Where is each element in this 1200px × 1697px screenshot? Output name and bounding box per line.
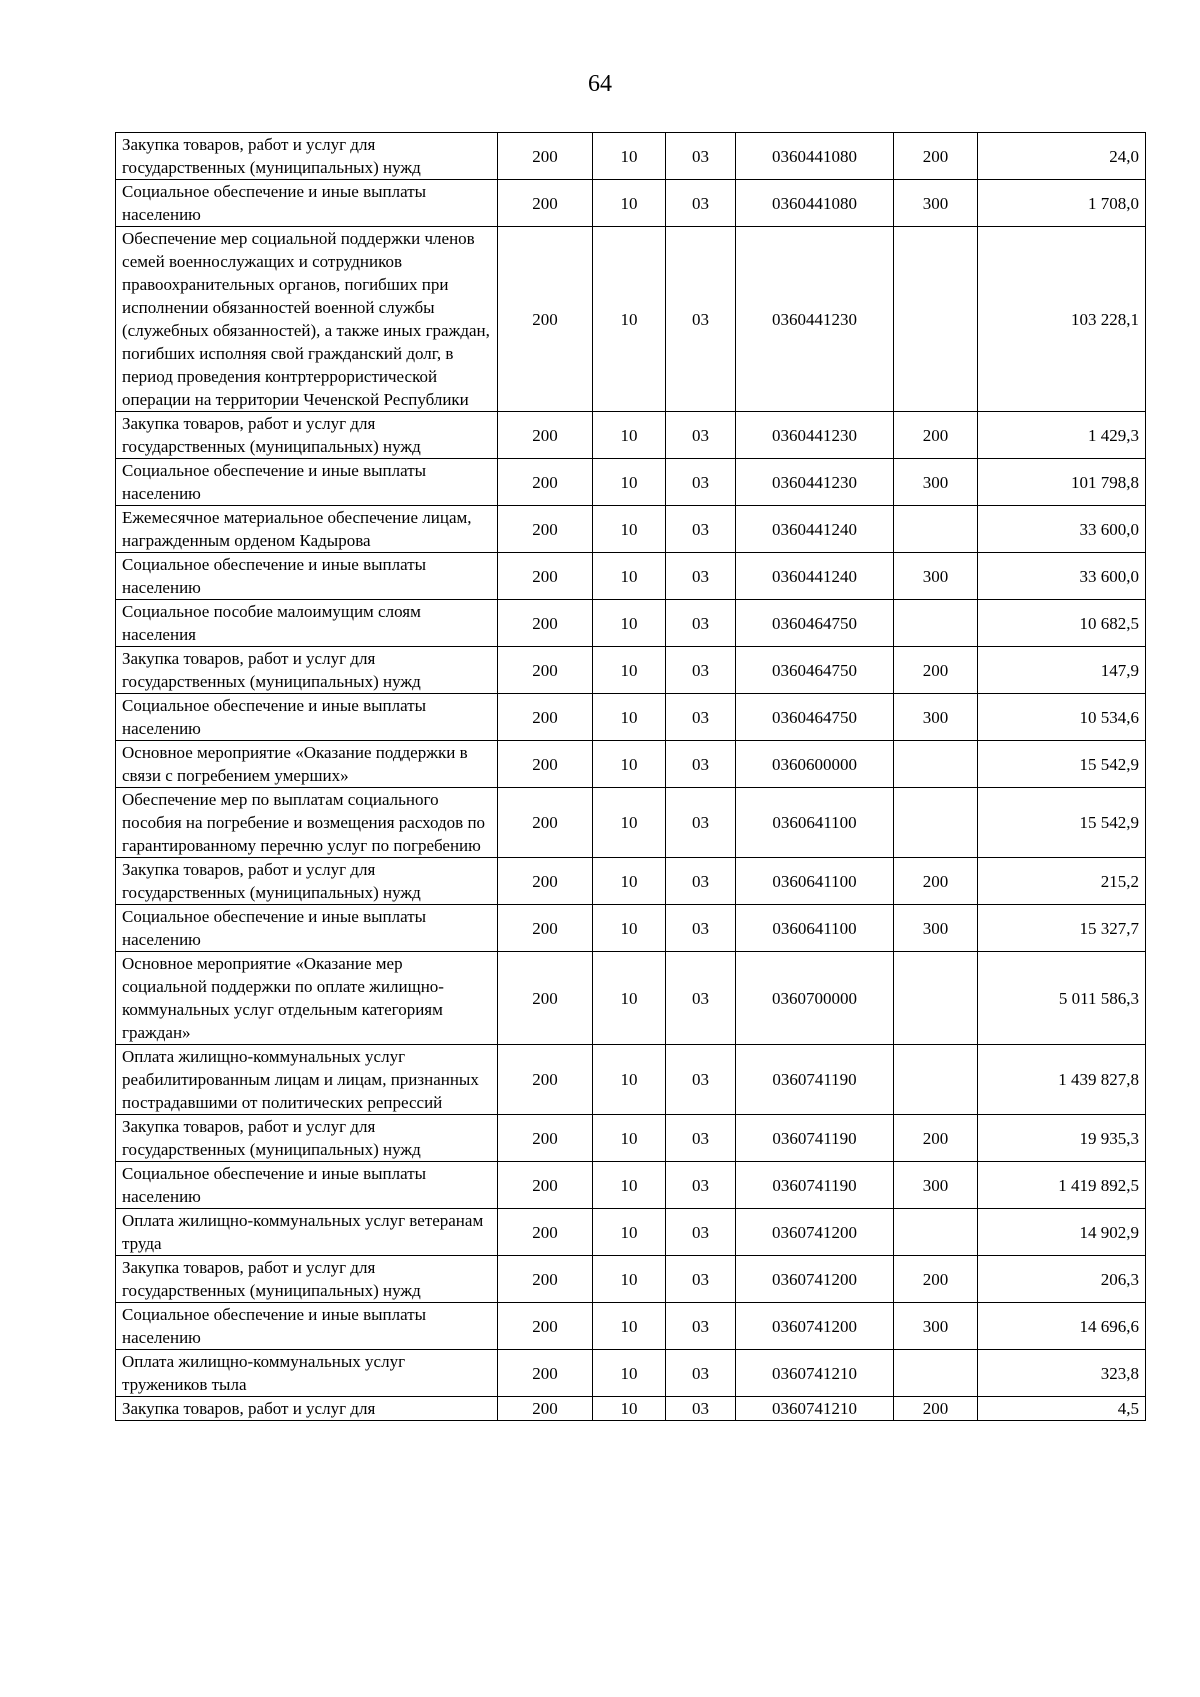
- row-name: Обеспечение мер по выплатам социального пособия на погребение и возмещения расходов по гарантированному перечню услуг по погребению: [116, 788, 498, 858]
- row-name: Закупка товаров, работ и услуг для государственных (муниципальных) нужд: [116, 1256, 498, 1303]
- row-name: Оплата жилищно-коммунальных услуг тружеников тыла: [116, 1350, 498, 1397]
- expense-type-code: [894, 952, 978, 1045]
- row-name: Социальное обеспечение и иные выплаты населению: [116, 1303, 498, 1350]
- table-row: [116, 694, 1146, 741]
- ministry-code: 200: [498, 1115, 593, 1162]
- expense-type-code: 300: [894, 1303, 978, 1350]
- row-name: Социальное обеспечение и иные выплаты населению: [116, 459, 498, 506]
- ministry-code: 200: [498, 1209, 593, 1256]
- table-row: [116, 1045, 1146, 1115]
- ministry-code: 200: [498, 788, 593, 858]
- section-code: 10: [593, 180, 666, 227]
- subsection-code: 03: [666, 1256, 736, 1303]
- expense-type-code: [894, 506, 978, 553]
- ministry-code: 200: [498, 1256, 593, 1303]
- subsection-code: 03: [666, 1350, 736, 1397]
- row-name: Закупка товаров, работ и услуг для государственных (муниципальных) нужд: [116, 133, 498, 180]
- table-row: [116, 227, 1146, 412]
- subsection-code: 03: [666, 227, 736, 412]
- target-article-code: 0360741210: [736, 1397, 894, 1421]
- table-row: [116, 600, 1146, 647]
- target-article-code: 0360441080: [736, 133, 894, 180]
- amount: 10 534,6: [978, 694, 1146, 741]
- section-code: 10: [593, 412, 666, 459]
- ministry-code: 200: [498, 694, 593, 741]
- subsection-code: 03: [666, 1115, 736, 1162]
- subsection-code: 03: [666, 1162, 736, 1209]
- target-article-code: 0360441240: [736, 553, 894, 600]
- row-name: Основное мероприятие «Оказание мер социальной поддержки по оплате жилищно-коммунальных услуг отдельным категориям граждан»: [116, 952, 498, 1045]
- row-name: Социальное пособие малоимущим слоям населения: [116, 600, 498, 647]
- target-article-code: 0360464750: [736, 600, 894, 647]
- table-row: [116, 1350, 1146, 1397]
- page-number: 64: [588, 71, 612, 97]
- subsection-code: 03: [666, 133, 736, 180]
- row-name: Социальное обеспечение и иные выплаты населению: [116, 1162, 498, 1209]
- target-article-code: 0360464750: [736, 694, 894, 741]
- amount: 103 228,1: [978, 227, 1146, 412]
- subsection-code: 03: [666, 647, 736, 694]
- row-name: Социальное обеспечение и иные выплаты населению: [116, 553, 498, 600]
- amount: 101 798,8: [978, 459, 1146, 506]
- ministry-code: 200: [498, 553, 593, 600]
- expense-type-code: 200: [894, 133, 978, 180]
- row-name: Оплата жилищно-коммунальных услуг реабилитированным лицам и лицам, признанных пострадавшими от политических репрессий: [116, 1045, 498, 1115]
- target-article-code: 0360741190: [736, 1162, 894, 1209]
- ministry-code: 200: [498, 227, 593, 412]
- section-code: 10: [593, 506, 666, 553]
- table-row: [116, 788, 1146, 858]
- target-article-code: 0360464750: [736, 647, 894, 694]
- section-code: 10: [593, 647, 666, 694]
- target-article-code: 0360641100: [736, 905, 894, 952]
- expense-type-code: 300: [894, 694, 978, 741]
- row-name: Закупка товаров, работ и услуг для: [116, 1397, 498, 1421]
- section-code: 10: [593, 600, 666, 647]
- amount: 24,0: [978, 133, 1146, 180]
- row-name: Ежемесячное материальное обеспечение лицам, награжденным орденом Кадырова: [116, 506, 498, 553]
- amount: 147,9: [978, 647, 1146, 694]
- subsection-code: 03: [666, 600, 736, 647]
- expense-type-code: 200: [894, 647, 978, 694]
- target-article-code: 0360441240: [736, 506, 894, 553]
- section-code: 10: [593, 1350, 666, 1397]
- expense-type-code: [894, 741, 978, 788]
- table-row: [116, 647, 1146, 694]
- amount: 14 696,6: [978, 1303, 1146, 1350]
- amount: 33 600,0: [978, 506, 1146, 553]
- section-code: 10: [593, 553, 666, 600]
- row-name: Основное мероприятие «Оказание поддержки в связи с погребением умерших»: [116, 741, 498, 788]
- subsection-code: 03: [666, 741, 736, 788]
- section-code: 10: [593, 788, 666, 858]
- section-code: 10: [593, 1303, 666, 1350]
- table-row: [116, 553, 1146, 600]
- table-row: [116, 459, 1146, 506]
- subsection-code: 03: [666, 905, 736, 952]
- ministry-code: 200: [498, 600, 593, 647]
- table-row: [116, 180, 1146, 227]
- table-row: [116, 1162, 1146, 1209]
- expense-type-code: 300: [894, 1162, 978, 1209]
- ministry-code: 200: [498, 1397, 593, 1421]
- section-code: 10: [593, 952, 666, 1045]
- row-name: Закупка товаров, работ и услуг для государственных (муниципальных) нужд: [116, 412, 498, 459]
- row-name: Социальное обеспечение и иные выплаты населению: [116, 905, 498, 952]
- section-code: 10: [593, 1209, 666, 1256]
- budget-table: [115, 132, 1146, 1421]
- subsection-code: 03: [666, 858, 736, 905]
- amount: 1 439 827,8: [978, 1045, 1146, 1115]
- row-name: Оплата жилищно-коммунальных услуг ветеранам труда: [116, 1209, 498, 1256]
- amount: 323,8: [978, 1350, 1146, 1397]
- row-name: Закупка товаров, работ и услуг для государственных (муниципальных) нужд: [116, 1115, 498, 1162]
- table-row: [116, 905, 1146, 952]
- ministry-code: 200: [498, 412, 593, 459]
- amount: 10 682,5: [978, 600, 1146, 647]
- budget-table-body: [116, 133, 1146, 1421]
- table-row: [116, 952, 1146, 1045]
- section-code: 10: [593, 1397, 666, 1421]
- target-article-code: 0360741190: [736, 1115, 894, 1162]
- row-name: Закупка товаров, работ и услуг для государственных (муниципальных) нужд: [116, 647, 498, 694]
- section-code: 10: [593, 905, 666, 952]
- table-row: [116, 1209, 1146, 1256]
- subsection-code: 03: [666, 553, 736, 600]
- subsection-code: 03: [666, 506, 736, 553]
- target-article-code: 0360441230: [736, 412, 894, 459]
- amount: 15 542,9: [978, 741, 1146, 788]
- section-code: 10: [593, 459, 666, 506]
- subsection-code: 03: [666, 1209, 736, 1256]
- amount: 33 600,0: [978, 553, 1146, 600]
- ministry-code: 200: [498, 1162, 593, 1209]
- target-article-code: 0360741200: [736, 1209, 894, 1256]
- target-article-code: 0360441230: [736, 227, 894, 412]
- expense-type-code: [894, 1045, 978, 1115]
- expense-type-code: 200: [894, 1115, 978, 1162]
- amount: 19 935,3: [978, 1115, 1146, 1162]
- amount: 1 419 892,5: [978, 1162, 1146, 1209]
- ministry-code: 200: [498, 905, 593, 952]
- row-name: Обеспечение мер социальной поддержки членов семей военнослужащих и сотрудников правоохранительных органов, погибших при исполнении обязанностей военной службы (служебных обязанностей), а также иных граждан, погибших исполняя свой гражданский долг, в период проведения контртеррористической операции на территории Чеченской Республики: [116, 227, 498, 412]
- table-row: [116, 1397, 1146, 1421]
- section-code: 10: [593, 694, 666, 741]
- section-code: 10: [593, 741, 666, 788]
- expense-type-code: 300: [894, 459, 978, 506]
- subsection-code: 03: [666, 459, 736, 506]
- amount: 1 429,3: [978, 412, 1146, 459]
- subsection-code: 03: [666, 1397, 736, 1421]
- expense-type-code: 200: [894, 858, 978, 905]
- amount: 1 708,0: [978, 180, 1146, 227]
- ministry-code: 200: [498, 647, 593, 694]
- subsection-code: 03: [666, 788, 736, 858]
- target-article-code: 0360741190: [736, 1045, 894, 1115]
- subsection-code: 03: [666, 952, 736, 1045]
- row-name: Социальное обеспечение и иные выплаты населению: [116, 180, 498, 227]
- expense-type-code: 300: [894, 553, 978, 600]
- table-row: [116, 412, 1146, 459]
- amount: 15 542,9: [978, 788, 1146, 858]
- expense-type-code: 200: [894, 412, 978, 459]
- expense-type-code: 200: [894, 1256, 978, 1303]
- expense-type-code: 200: [894, 1397, 978, 1421]
- target-article-code: 0360641100: [736, 788, 894, 858]
- amount: 5 011 586,3: [978, 952, 1146, 1045]
- table-row: [116, 506, 1146, 553]
- target-article-code: 0360741210: [736, 1350, 894, 1397]
- subsection-code: 03: [666, 180, 736, 227]
- subsection-code: 03: [666, 1303, 736, 1350]
- expense-type-code: [894, 227, 978, 412]
- table-row: [116, 1303, 1146, 1350]
- section-code: 10: [593, 1256, 666, 1303]
- expense-type-code: [894, 600, 978, 647]
- expense-type-code: [894, 788, 978, 858]
- table-row: [116, 133, 1146, 180]
- table-row: [116, 1256, 1146, 1303]
- section-code: 10: [593, 1045, 666, 1115]
- expense-type-code: [894, 1350, 978, 1397]
- target-article-code: 0360700000: [736, 952, 894, 1045]
- section-code: 10: [593, 858, 666, 905]
- row-name: Социальное обеспечение и иные выплаты населению: [116, 694, 498, 741]
- amount: 206,3: [978, 1256, 1146, 1303]
- subsection-code: 03: [666, 694, 736, 741]
- row-name: Закупка товаров, работ и услуг для государственных (муниципальных) нужд: [116, 858, 498, 905]
- amount: 15 327,7: [978, 905, 1146, 952]
- amount: 4,5: [978, 1397, 1146, 1421]
- ministry-code: 200: [498, 459, 593, 506]
- expense-type-code: [894, 1209, 978, 1256]
- target-article-code: 0360741200: [736, 1256, 894, 1303]
- subsection-code: 03: [666, 412, 736, 459]
- target-article-code: 0360741200: [736, 1303, 894, 1350]
- ministry-code: 200: [498, 741, 593, 788]
- ministry-code: 200: [498, 506, 593, 553]
- table-row: [116, 741, 1146, 788]
- ministry-code: 200: [498, 1303, 593, 1350]
- section-code: 10: [593, 1162, 666, 1209]
- section-code: 10: [593, 133, 666, 180]
- ministry-code: 200: [498, 1350, 593, 1397]
- ministry-code: 200: [498, 180, 593, 227]
- section-code: 10: [593, 227, 666, 412]
- ministry-code: 200: [498, 858, 593, 905]
- ministry-code: 200: [498, 952, 593, 1045]
- target-article-code: 0360441080: [736, 180, 894, 227]
- amount: 14 902,9: [978, 1209, 1146, 1256]
- target-article-code: 0360600000: [736, 741, 894, 788]
- target-article-code: 0360441230: [736, 459, 894, 506]
- ministry-code: 200: [498, 133, 593, 180]
- expense-type-code: 300: [894, 180, 978, 227]
- table-row: [116, 1115, 1146, 1162]
- amount: 215,2: [978, 858, 1146, 905]
- table-row: [116, 858, 1146, 905]
- expense-type-code: 300: [894, 905, 978, 952]
- target-article-code: 0360641100: [736, 858, 894, 905]
- subsection-code: 03: [666, 1045, 736, 1115]
- ministry-code: 200: [498, 1045, 593, 1115]
- section-code: 10: [593, 1115, 666, 1162]
